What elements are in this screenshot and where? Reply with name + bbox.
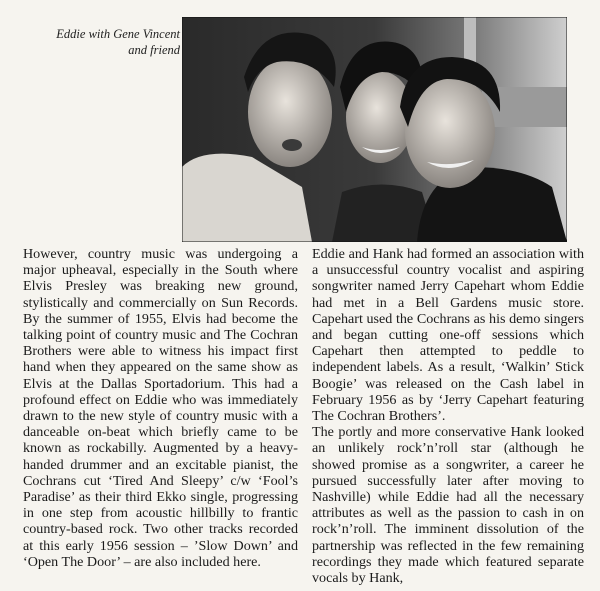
left-paragraph-1: However, country music was undergoing a major upheaval, especially in the South where Elvis Presley was breaking new ground, stylistically and commercially on Sun Records. By the summer of 1955, Elvis had become the talking point of country music and The Cochran Brothers were able to witness his impact first hand when they appeared on the same show as Elvis at the Dallas Sportadorium. This had a profound effect on Eddie who was immediately drawn to the new style of country music with a danceable on-beat which briefly came to be known as rockabilly. Augmented by a heavy-handed drummer and an excitable pianist, the Cochrans cut ‘Tired And Sleepy’ c/w ‘Fool’s Paradise’ as their third Ekko single, progressing in one step from acoustic hillbilly to frantic country-based rock. Two other tracks recorded at this early 1956 session – ’Slow Down’ and ‘Open The Door’ – are also included here.: [23, 246, 298, 570]
right-paragraph-2: The portly and more conservative Hank looked an unlikely rock’n’roll star (although he showed promise as a songwriter, a career he pursued successfully later after moving to Nashville) while Eddie had all the necessary attributes as well as the passion to cash in on rock’n’roll. The imminent dissolution of the partnership was reflected in the few remaining recordings they made which featured separate vocals by Hank,: [312, 424, 584, 587]
caption-line-1: Eddie with Gene Vincent: [56, 27, 180, 41]
right-paragraph-1: Eddie and Hank had formed an association with a unsuccessful country vocalist and aspiring songwriter named Jerry Capehart whom Eddie had met in a Bell Gardens music store. Capehart used the Cochrans as his demo singers and began cutting one-off sessions which Capehart then attempted to peddle to independent labels. As a result, ‘Walkin’ Stick Boogie’ was released on the Cash label in February 1956 as by ‘Jerry Capehart featuring The Cochran Brothers’.: [312, 246, 584, 425]
text-column-left: [23, 246, 298, 570]
photo-caption: [30, 26, 180, 58]
photo: [182, 17, 567, 242]
photo-three-people-icon: [182, 17, 567, 242]
left-man-mouth: [282, 139, 302, 151]
caption-line-2: and friend: [128, 43, 180, 57]
text-column-right: [312, 246, 584, 586]
